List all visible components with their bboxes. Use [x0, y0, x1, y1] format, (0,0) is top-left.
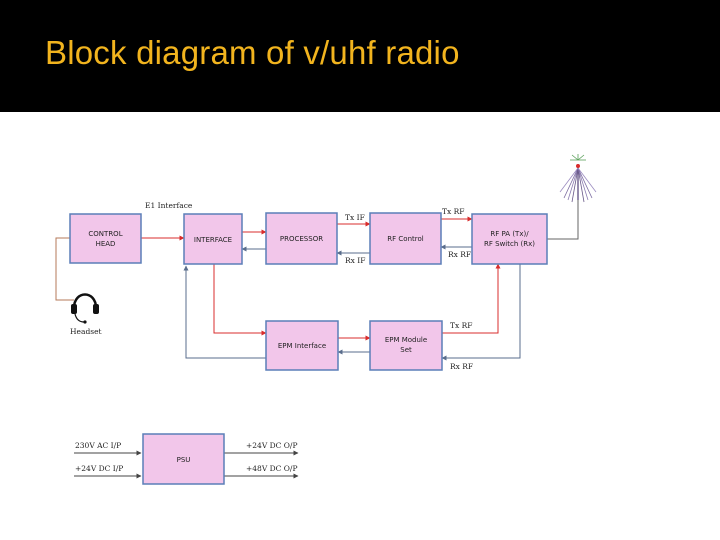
processor-label: PROCESSOR [279, 235, 324, 243]
processor-block [266, 213, 337, 264]
interface-label: INTERFACE [193, 236, 233, 244]
rx-if-label: Rx IF [345, 256, 366, 265]
rx-rf-top-label: Rx RF [448, 250, 472, 259]
rf-pa-label-2: RF Switch (Rx) [484, 240, 535, 248]
e1-interface-label: E1 Interface [145, 201, 193, 210]
psu-block [143, 434, 224, 484]
link-antenna [547, 200, 578, 239]
psu-in-ac-label: 230V AC I/P [75, 441, 122, 450]
rf-control-block [370, 213, 441, 264]
control-head-block [70, 214, 141, 263]
antenna-icon [560, 154, 596, 202]
epm-module-label-1: EPM Module [384, 336, 428, 344]
epm-interface-block [266, 321, 338, 370]
interface-block [184, 214, 242, 264]
rx-rf-epm-label: Rx RF [450, 362, 474, 371]
epm-interface-label: EPM Interface [277, 342, 327, 350]
slide-title: Block diagram of v/uhf radio [45, 34, 460, 71]
tx-rf-top-label: Tx RF [442, 207, 465, 216]
rf-control-label: RF Control [387, 235, 424, 243]
psu-out-48-label: +48V DC O/P [246, 464, 298, 473]
rf-pa-block [472, 214, 547, 264]
link-interface-epm-tx [214, 264, 266, 333]
epm-module-block [370, 321, 442, 370]
headset-label: Headset [70, 327, 102, 336]
block-diagram [0, 112, 720, 540]
link-epm-module-rx-rf [442, 264, 520, 358]
control-head-label-1: CONTROL [88, 230, 123, 238]
psu-label: PSU [176, 456, 191, 464]
psu-in-dc-label: +24V DC I/P [75, 464, 124, 473]
tx-if-label: Tx IF [345, 213, 365, 222]
title-bar [0, 0, 720, 112]
psu-out-24-label: +24V DC O/P [246, 441, 298, 450]
epm-module-label-2: Set [400, 346, 412, 354]
headset-icon [71, 295, 99, 324]
control-head-label-2: HEAD [95, 240, 116, 248]
rf-pa-label-1: RF PA (Tx)/ [490, 230, 529, 238]
tx-rf-epm-label: Tx RF [450, 321, 473, 330]
link-epm-interface-rx [186, 266, 266, 358]
